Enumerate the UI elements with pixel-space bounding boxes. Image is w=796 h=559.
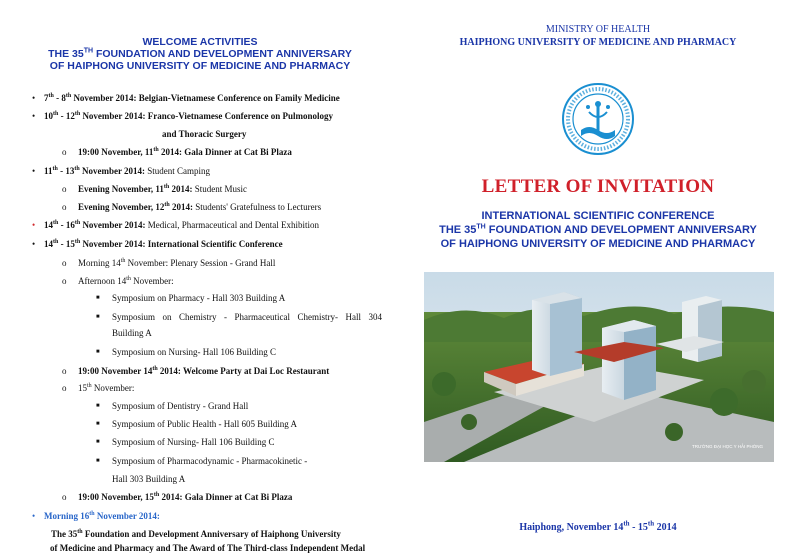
anniversary-ceremony-line2: of Medicine and Pharmacy and The Award of The Third-class Independent Medal bbox=[50, 543, 366, 553]
schedule-item-pulmonology: 10th - 12th November 2014: Franco-Vietnamese Conference on Pulmonology bbox=[44, 111, 333, 121]
symposium-nursing-14: Symposium on Nursing- Hall 106 Building C bbox=[112, 347, 277, 357]
bullet-circle: o bbox=[62, 366, 67, 376]
bullet-dot: • bbox=[32, 166, 36, 176]
bullet-dot-blue: • bbox=[32, 511, 36, 521]
schedule-item-gala-15: 19:00 November, 15th 2014: Gala Dinner at Cat Bi Plaza bbox=[78, 492, 293, 502]
anniversary-ceremony-line1: The 35th Foundation and Development Anniversary of Haiphong University bbox=[51, 529, 341, 539]
bullet-circle: o bbox=[62, 147, 67, 157]
symposium-dentistry: Symposium of Dentistry - Grand Hall bbox=[112, 401, 249, 411]
bullet-circle: o bbox=[62, 258, 67, 268]
schedule-item-family-medicine: 7th - 8th November 2014: Belgian-Vietnamese Conference on Family Medicine bbox=[44, 93, 340, 103]
symposium-chemistry-cont: Building A bbox=[112, 328, 152, 338]
symposium-pharmacodynamic: Symposium of Pharmacodynamic - Pharmacokinetic - bbox=[112, 456, 308, 466]
invitation-panel bbox=[400, 0, 796, 559]
invitation-title: LETTER OF INVITATION bbox=[481, 176, 715, 197]
schedule-item-conference: 14th - 15th November 2014: International Scientific Conference bbox=[44, 239, 283, 249]
ministry-heading: MINISTRY OF HEALTH bbox=[545, 24, 651, 35]
schedule-item-pulmonology-cont: and Thoracic Surgery bbox=[162, 129, 247, 139]
bullet-square: ■ bbox=[96, 314, 100, 320]
welcome-title: WELCOME ACTIVITIES bbox=[142, 36, 258, 48]
symposium-pharmacodynamic-cont: Hall 303 Building A bbox=[112, 474, 186, 484]
schedule-item-student-camping: 11th - 13th November 2014: Student Camping bbox=[44, 166, 211, 176]
bullet-dot-red: • bbox=[32, 220, 36, 230]
bullet-dot: • bbox=[32, 93, 36, 103]
bullet-circle: o bbox=[62, 184, 67, 194]
photo-caption: TRƯỜNG ĐẠI HỌC Y HẢI PHÒNG bbox=[692, 444, 764, 449]
symposium-nursing-15: Symposium of Nursing- Hall 106 Building C bbox=[112, 437, 275, 447]
university-logo bbox=[561, 82, 635, 156]
symposium-public-health: Symposium of Public Health - Hall 605 Building A bbox=[112, 419, 297, 429]
welcome-anniversary-line: THE 35TH FOUNDATION AND DEVELOPMENT ANNIVERSARY bbox=[48, 47, 352, 60]
bullet-square: ■ bbox=[96, 458, 100, 464]
welcome-university-line: OF HAIPHONG UNIVERSITY OF MEDICINE AND PHARMACY bbox=[49, 60, 351, 72]
schedule-item-plenary: Morning 14th November: Plenary Session - Grand Hall bbox=[78, 258, 276, 268]
schedule-item-morning-16: Morning 16th November 2014: bbox=[44, 511, 160, 521]
schedule-item-student-music: Evening November, 11th 2014: Student Music bbox=[78, 184, 248, 194]
symposium-pharmacy: Symposium on Pharmacy - Hall 303 Building A bbox=[112, 293, 286, 303]
campus-photo bbox=[424, 272, 774, 462]
conference-date: Haiphong, November 14th - 15th 2014 bbox=[519, 519, 677, 533]
bullet-square: ■ bbox=[96, 421, 100, 427]
bullet-square: ■ bbox=[96, 295, 100, 301]
schedule-item-gala-11: 19:00 November, 11th 2014: Gala Dinner at Cat Bi Plaza bbox=[78, 147, 292, 157]
bullet-circle: o bbox=[62, 276, 67, 286]
conference-title: INTERNATIONAL SCIENTIFIC CONFERENCE bbox=[481, 210, 715, 222]
schedule-item-gratefulness: Evening November, 12th 2014: Students' Gratefulness to Lecturers bbox=[78, 202, 322, 212]
bullet-dot: • bbox=[32, 111, 36, 121]
schedule-item-15-november: 15th November: bbox=[78, 383, 135, 393]
schedule-item-afternoon-14: Afternoon 14th November: bbox=[78, 276, 174, 286]
bullet-circle: o bbox=[62, 383, 67, 393]
bullet-circle: o bbox=[62, 492, 67, 502]
schedule-item-welcome-party: 19:00 November 14th 2014: Welcome Party at Dai Loc Restaurant bbox=[78, 366, 330, 376]
bullet-dot: • bbox=[32, 239, 36, 249]
bullet-square: ■ bbox=[96, 439, 100, 445]
university-heading: HAIPHONG UNIVERSITY OF MEDICINE AND PHARMACY bbox=[459, 37, 737, 48]
conference-university-line: OF HAIPHONG UNIVERSITY OF MEDICINE AND PHARMACY bbox=[440, 238, 756, 250]
bullet-circle: o bbox=[62, 202, 67, 212]
schedule-item-exhibition: 14th - 16th November 2014: Medical, Pharmaceutical and Dental Exhibition bbox=[44, 220, 319, 230]
symposium-chemistry: Symposium on Chemistry - Pharmaceutical Chemistry- Hall 304 bbox=[112, 312, 382, 322]
bullet-square: ■ bbox=[96, 349, 100, 355]
bullet-square: ■ bbox=[96, 403, 100, 409]
conference-anniversary-line: THE 35TH FOUNDATION AND DEVELOPMENT ANNIVERSARY bbox=[439, 223, 757, 236]
